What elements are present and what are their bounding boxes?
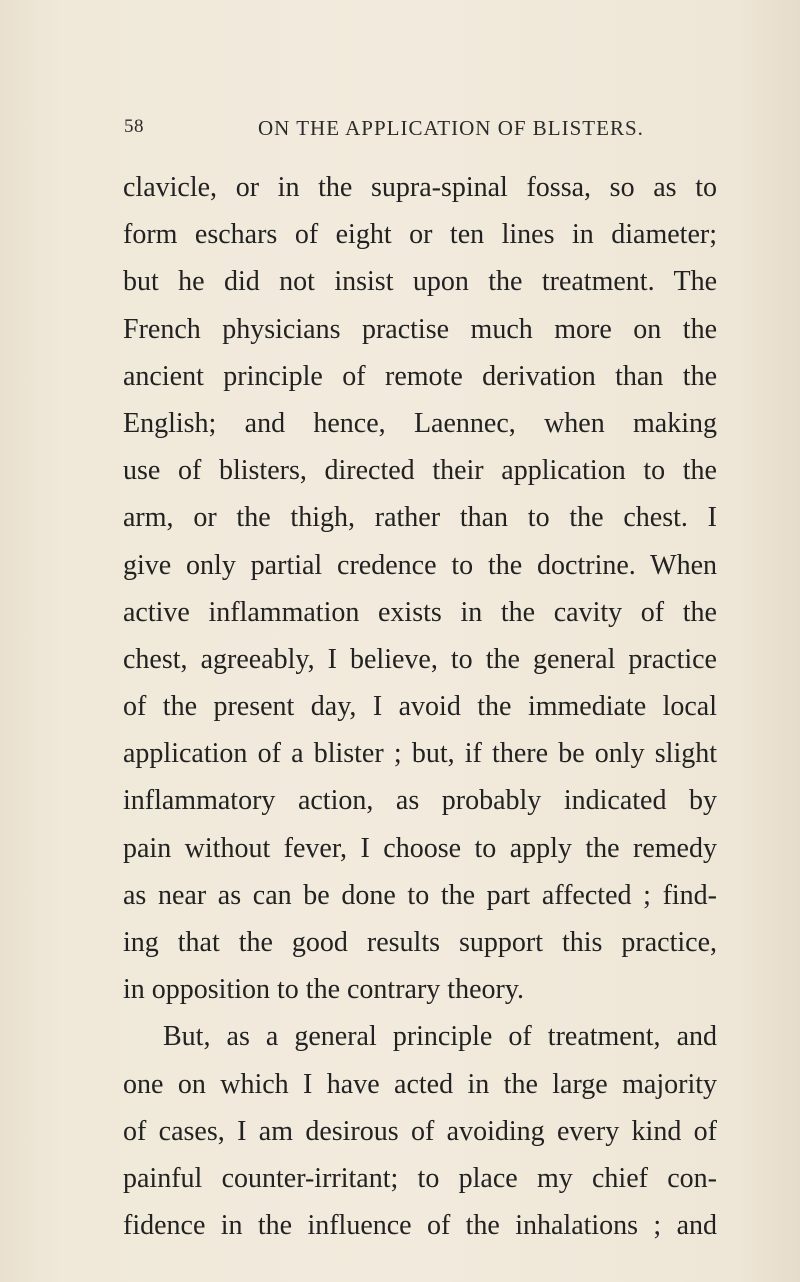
text-line: English; and hence, Laennec, when making — [123, 407, 717, 439]
text-line: of the present day, I avoid the immediate local — [123, 691, 717, 723]
text-line: but he did not insist upon the treatment. The — [123, 266, 717, 298]
text-line: inflammatory action, as probably indicated by — [123, 785, 717, 817]
text-line: ancient principle of remote derivation than the — [123, 360, 717, 392]
text-line: ing that the good results support this practice, — [123, 927, 717, 958]
text-line: painful counter-irritant; to place my chief con- — [123, 1162, 717, 1194]
paragraph-start-line: But, as a general principle of treatment, and — [163, 1021, 717, 1053]
text-line: chest, agreeably, I believe, to the general practice — [123, 643, 717, 675]
text-line: application of a blister ; but, if there be only slight — [123, 738, 717, 770]
page-header — [0, 114, 800, 142]
text-line: give only partial credence to the doctrine. When — [123, 549, 717, 581]
text-line: arm, or the thigh, rather than to the chest. I — [123, 502, 717, 534]
text-line: as near as can be done to the part affected ; find- — [123, 879, 717, 911]
text-line: in opposition to the contrary theory. — [123, 974, 524, 1006]
running-head: ON THE APPLICATION OF BLISTERS. — [258, 116, 644, 140]
text-line: active inflammation exists in the cavity of the — [123, 596, 717, 628]
body-text — [123, 164, 717, 1249]
text-line: French physicians practise much more on the — [123, 313, 717, 345]
text-line: use of blisters, directed their application to the — [123, 455, 717, 487]
page-number: 58 — [124, 116, 144, 137]
text-line: pain without fever, I choose to apply the remedy — [123, 832, 717, 864]
text-line: form eschars of eight or ten lines in diameter; — [123, 219, 717, 251]
text-line: clavicle, or in the supra-spinal fossa, so as to — [123, 172, 717, 203]
text-line: of cases, I am desirous of avoiding every kind of — [123, 1115, 717, 1147]
text-line: fidence in the influence of the inhalations ; and — [123, 1210, 717, 1242]
text-line: one on which I have acted in the large majority — [123, 1068, 717, 1100]
